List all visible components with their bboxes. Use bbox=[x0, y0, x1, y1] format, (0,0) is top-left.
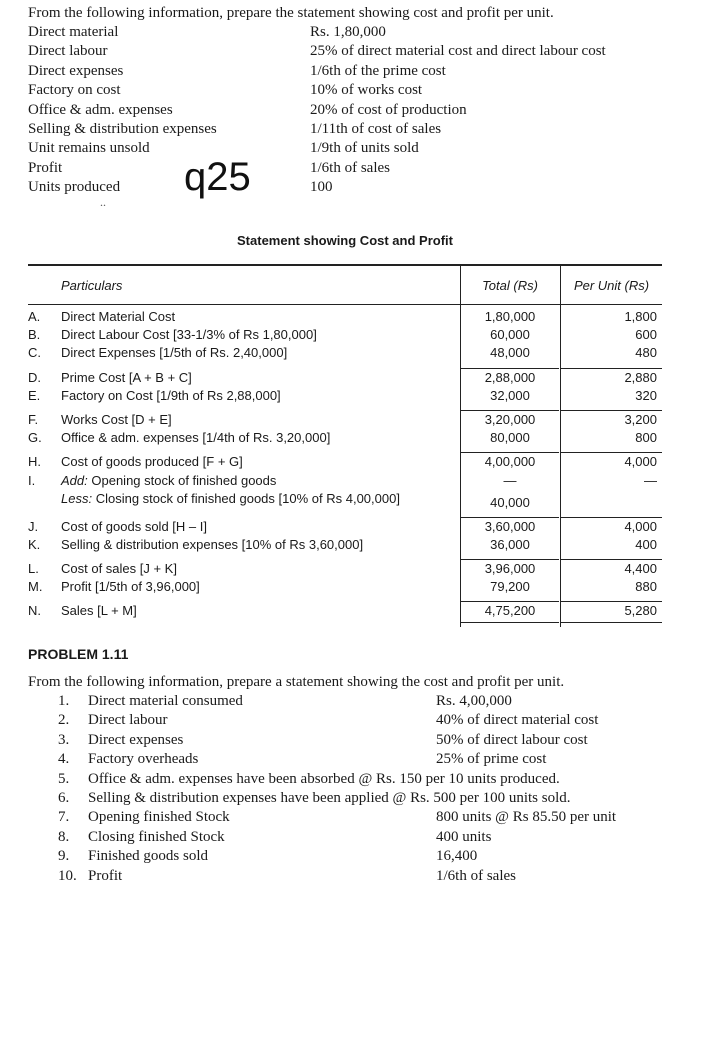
row-letter: L. bbox=[28, 561, 39, 577]
table-row bbox=[28, 369, 662, 387]
row-total: 3,20,000 bbox=[484, 411, 536, 427]
problem-item bbox=[58, 808, 688, 827]
row-per-unit: 1,800 bbox=[624, 309, 657, 324]
given-value: 20% of cost of production bbox=[310, 101, 467, 118]
item-number: 1. bbox=[58, 693, 70, 709]
row-letter: K. bbox=[28, 536, 41, 552]
item-number: 9. bbox=[58, 848, 70, 865]
item-text: Direct material consumed bbox=[88, 693, 243, 709]
given-value: Rs. 1,80,000 bbox=[310, 24, 386, 40]
given-row bbox=[28, 159, 668, 178]
row-letter: J. bbox=[28, 518, 39, 534]
row-prefix: Less: bbox=[61, 490, 93, 506]
row-description: Cost of goods sold [H – I] bbox=[61, 518, 207, 534]
table-group bbox=[28, 599, 662, 626]
item-number: 6. bbox=[58, 789, 70, 806]
item-number: 3. bbox=[58, 731, 70, 748]
table-row bbox=[28, 560, 662, 578]
row-per-unit: 480 bbox=[635, 345, 657, 361]
row-description bbox=[61, 490, 400, 508]
row-per-unit: 4,400 bbox=[624, 561, 657, 577]
item-number: 10. bbox=[58, 867, 77, 884]
item-value: 16,400 bbox=[436, 848, 478, 865]
given-row bbox=[28, 178, 668, 197]
row-description: Works Cost [D + E] bbox=[61, 411, 172, 427]
given-value: 1/11th of cost of sales bbox=[310, 120, 442, 137]
given-value: 10% of works cost bbox=[310, 82, 423, 99]
item-text: Factory overheads bbox=[88, 751, 199, 768]
row-total: 79,200 bbox=[490, 579, 530, 595]
row-description-text: Opening stock of finished goods bbox=[91, 472, 277, 488]
row-description-text: Closing stock of finished goods [10% of Rs 4,00,000] bbox=[95, 490, 400, 506]
row-description: Prime Cost [A + B + C] bbox=[61, 369, 192, 385]
row-total: 36,000 bbox=[490, 536, 530, 552]
table-row bbox=[28, 536, 662, 554]
problem-item bbox=[58, 828, 688, 847]
row-total: 4,00,000 bbox=[484, 454, 536, 470]
given-row bbox=[28, 101, 668, 120]
row-per-unit: 320 bbox=[635, 387, 657, 403]
given-label: Direct labour bbox=[28, 43, 108, 60]
item-number: 8. bbox=[58, 828, 70, 845]
question-intro: From the following information, prepare the statement showing cost and profit per unit. bbox=[28, 5, 554, 21]
given-value: 25% of direct material cost and direct labour cost bbox=[310, 43, 606, 60]
table-row bbox=[28, 326, 662, 344]
row-letter: E. bbox=[28, 387, 41, 403]
problem-item bbox=[58, 711, 688, 730]
item-number: 7. bbox=[58, 809, 70, 826]
row-total: 40,000 bbox=[490, 494, 530, 510]
item-value: 50% of direct labour cost bbox=[436, 731, 588, 748]
row-per-unit: 400 bbox=[635, 536, 657, 552]
item-text: Closing finished Stock bbox=[88, 828, 225, 845]
item-value: 25% of prime cost bbox=[436, 751, 547, 768]
row-letter: H. bbox=[28, 454, 41, 470]
row-letter: G. bbox=[28, 430, 42, 446]
given-value: 100 bbox=[310, 179, 333, 196]
given-row bbox=[28, 81, 668, 100]
given-label: Unit remains unsold bbox=[28, 140, 150, 157]
given-value: 1/9th of units sold bbox=[310, 140, 419, 157]
problem-item bbox=[58, 731, 688, 750]
item-text: Direct labour bbox=[88, 712, 168, 729]
table-row bbox=[28, 453, 662, 471]
item-number: 5. bbox=[58, 770, 70, 787]
row-description: Sales [L + M] bbox=[61, 603, 137, 619]
row-description: Office & adm. expenses [1/4th of Rs. 3,20,000] bbox=[61, 430, 331, 446]
item-text: Selling & distribution expenses have been applied @ Rs. 500 per 100 units sold. bbox=[88, 789, 571, 806]
problem-item bbox=[58, 750, 688, 769]
table-row bbox=[28, 344, 662, 362]
item-value: 1/6th of sales bbox=[436, 867, 516, 884]
table-row bbox=[28, 518, 662, 536]
problem-item bbox=[58, 847, 688, 866]
item-number: 2. bbox=[58, 712, 70, 729]
row-per-unit: 4,000 bbox=[624, 518, 657, 534]
row-letter: A. bbox=[28, 309, 41, 324]
problem-item bbox=[58, 789, 688, 808]
table-row bbox=[28, 602, 662, 620]
table-group bbox=[28, 557, 662, 599]
total-rule bbox=[561, 622, 662, 623]
row-letter: C. bbox=[28, 345, 41, 361]
problem-heading: PROBLEM 1.11 bbox=[28, 646, 129, 662]
table-header bbox=[28, 266, 662, 304]
table-row bbox=[28, 429, 662, 447]
row-per-unit: 2,880 bbox=[624, 369, 657, 385]
table-row bbox=[28, 578, 662, 596]
stray-mark: .. bbox=[100, 195, 106, 209]
given-label: Direct expenses bbox=[28, 62, 124, 79]
row-letter: B. bbox=[28, 327, 41, 343]
given-label: Factory on cost bbox=[28, 82, 121, 99]
item-value: 800 units @ Rs 85.50 per unit bbox=[436, 809, 617, 826]
row-per-unit: 600 bbox=[635, 327, 657, 343]
row-per-unit: 800 bbox=[635, 430, 657, 446]
item-value: 40% of direct material cost bbox=[436, 712, 599, 729]
row-per-unit: 5,280 bbox=[624, 603, 657, 619]
item-text: Office & adm. expenses have been absorbed @ Rs. 150 per 10 units produced. bbox=[88, 770, 560, 787]
table-row bbox=[28, 411, 662, 429]
row-total: 3,96,000 bbox=[484, 561, 536, 577]
row-description bbox=[61, 472, 276, 490]
table-group bbox=[28, 450, 662, 514]
row-total: — bbox=[503, 472, 517, 488]
given-label: Profit bbox=[28, 159, 63, 176]
row-description: Factory on Cost [1/9th of Rs 2,88,000] bbox=[61, 387, 281, 403]
statement-table bbox=[28, 264, 662, 627]
row-per-unit: 880 bbox=[635, 579, 657, 595]
problem-item bbox=[58, 867, 688, 886]
question-tag: q25 bbox=[184, 155, 251, 199]
row-total: 3,60,000 bbox=[484, 518, 536, 534]
row-total: 2,88,000 bbox=[484, 369, 536, 385]
table-group bbox=[28, 305, 662, 366]
given-row bbox=[28, 42, 668, 61]
given-row bbox=[28, 23, 668, 42]
given-row bbox=[28, 120, 668, 139]
item-value: Rs. 4,00,000 bbox=[436, 693, 512, 709]
row-total: 80,000 bbox=[490, 430, 530, 446]
row-total: 48,000 bbox=[490, 345, 530, 361]
row-description: Profit [1/5th of 3,96,000] bbox=[61, 579, 200, 595]
row-total: 4,75,200 bbox=[484, 603, 536, 619]
statement-title: Statement showing Cost and Profit bbox=[237, 233, 453, 248]
given-row bbox=[28, 139, 668, 158]
row-total: 60,000 bbox=[490, 327, 530, 343]
item-text: Profit bbox=[88, 867, 123, 884]
row-per-unit: 4,000 bbox=[624, 454, 657, 470]
given-label: Office & adm. expenses bbox=[28, 101, 173, 118]
table-group bbox=[28, 366, 662, 408]
given-row bbox=[28, 62, 668, 81]
item-text: Direct expenses bbox=[88, 731, 184, 748]
row-letter: F. bbox=[28, 411, 39, 427]
header-total: Total (Rs) bbox=[482, 278, 538, 293]
given-label: Direct material bbox=[28, 24, 119, 40]
row-per-unit: — bbox=[644, 472, 657, 488]
table-row bbox=[28, 472, 662, 490]
item-number: 4. bbox=[58, 751, 70, 768]
row-total: 32,000 bbox=[490, 387, 530, 403]
table-row bbox=[28, 387, 662, 405]
row-description: Cost of sales [J + K] bbox=[61, 561, 177, 577]
row-description: Selling & distribution expenses [10% of Rs 3,60,000] bbox=[61, 536, 364, 552]
header-particulars: Particulars bbox=[61, 278, 123, 293]
problem-item bbox=[58, 770, 688, 789]
given-label: Selling & distribution expenses bbox=[28, 120, 217, 137]
row-prefix: Add: bbox=[61, 472, 88, 488]
header-per-unit: Per Unit (Rs) bbox=[573, 278, 650, 293]
table-group bbox=[28, 515, 662, 557]
row-letter: I. bbox=[28, 472, 36, 488]
row-description: Direct Labour Cost [33-1/3% of Rs 1,80,000] bbox=[61, 327, 317, 343]
item-value: 400 units bbox=[436, 828, 492, 845]
table-row bbox=[28, 490, 662, 512]
given-value: 1/6th of the prime cost bbox=[310, 62, 446, 79]
table-row bbox=[28, 308, 662, 326]
row-description: Direct Expenses [1/5th of Rs. 2,40,000] bbox=[61, 345, 288, 361]
table-group bbox=[28, 408, 662, 450]
row-description: Cost of goods produced [F + G] bbox=[61, 454, 243, 470]
total-rule bbox=[461, 622, 559, 623]
row-total: 1,80,000 bbox=[484, 309, 536, 324]
given-label: Units produced bbox=[28, 179, 121, 196]
given-value: 1/6th of sales bbox=[310, 159, 390, 176]
row-per-unit: 3,200 bbox=[624, 411, 657, 427]
row-letter: D. bbox=[28, 369, 41, 385]
problem-items bbox=[58, 692, 688, 886]
row-letter: N. bbox=[28, 603, 41, 619]
item-text: Opening finished Stock bbox=[88, 809, 230, 826]
item-text: Finished goods sold bbox=[88, 848, 209, 865]
given-data-list bbox=[28, 23, 668, 198]
row-description: Direct Material Cost bbox=[61, 309, 176, 324]
problem-item bbox=[58, 692, 688, 711]
row-letter: M. bbox=[28, 579, 43, 595]
problem-intro: From the following information, prepare a statement showing the cost and profit per unit. bbox=[28, 674, 565, 690]
